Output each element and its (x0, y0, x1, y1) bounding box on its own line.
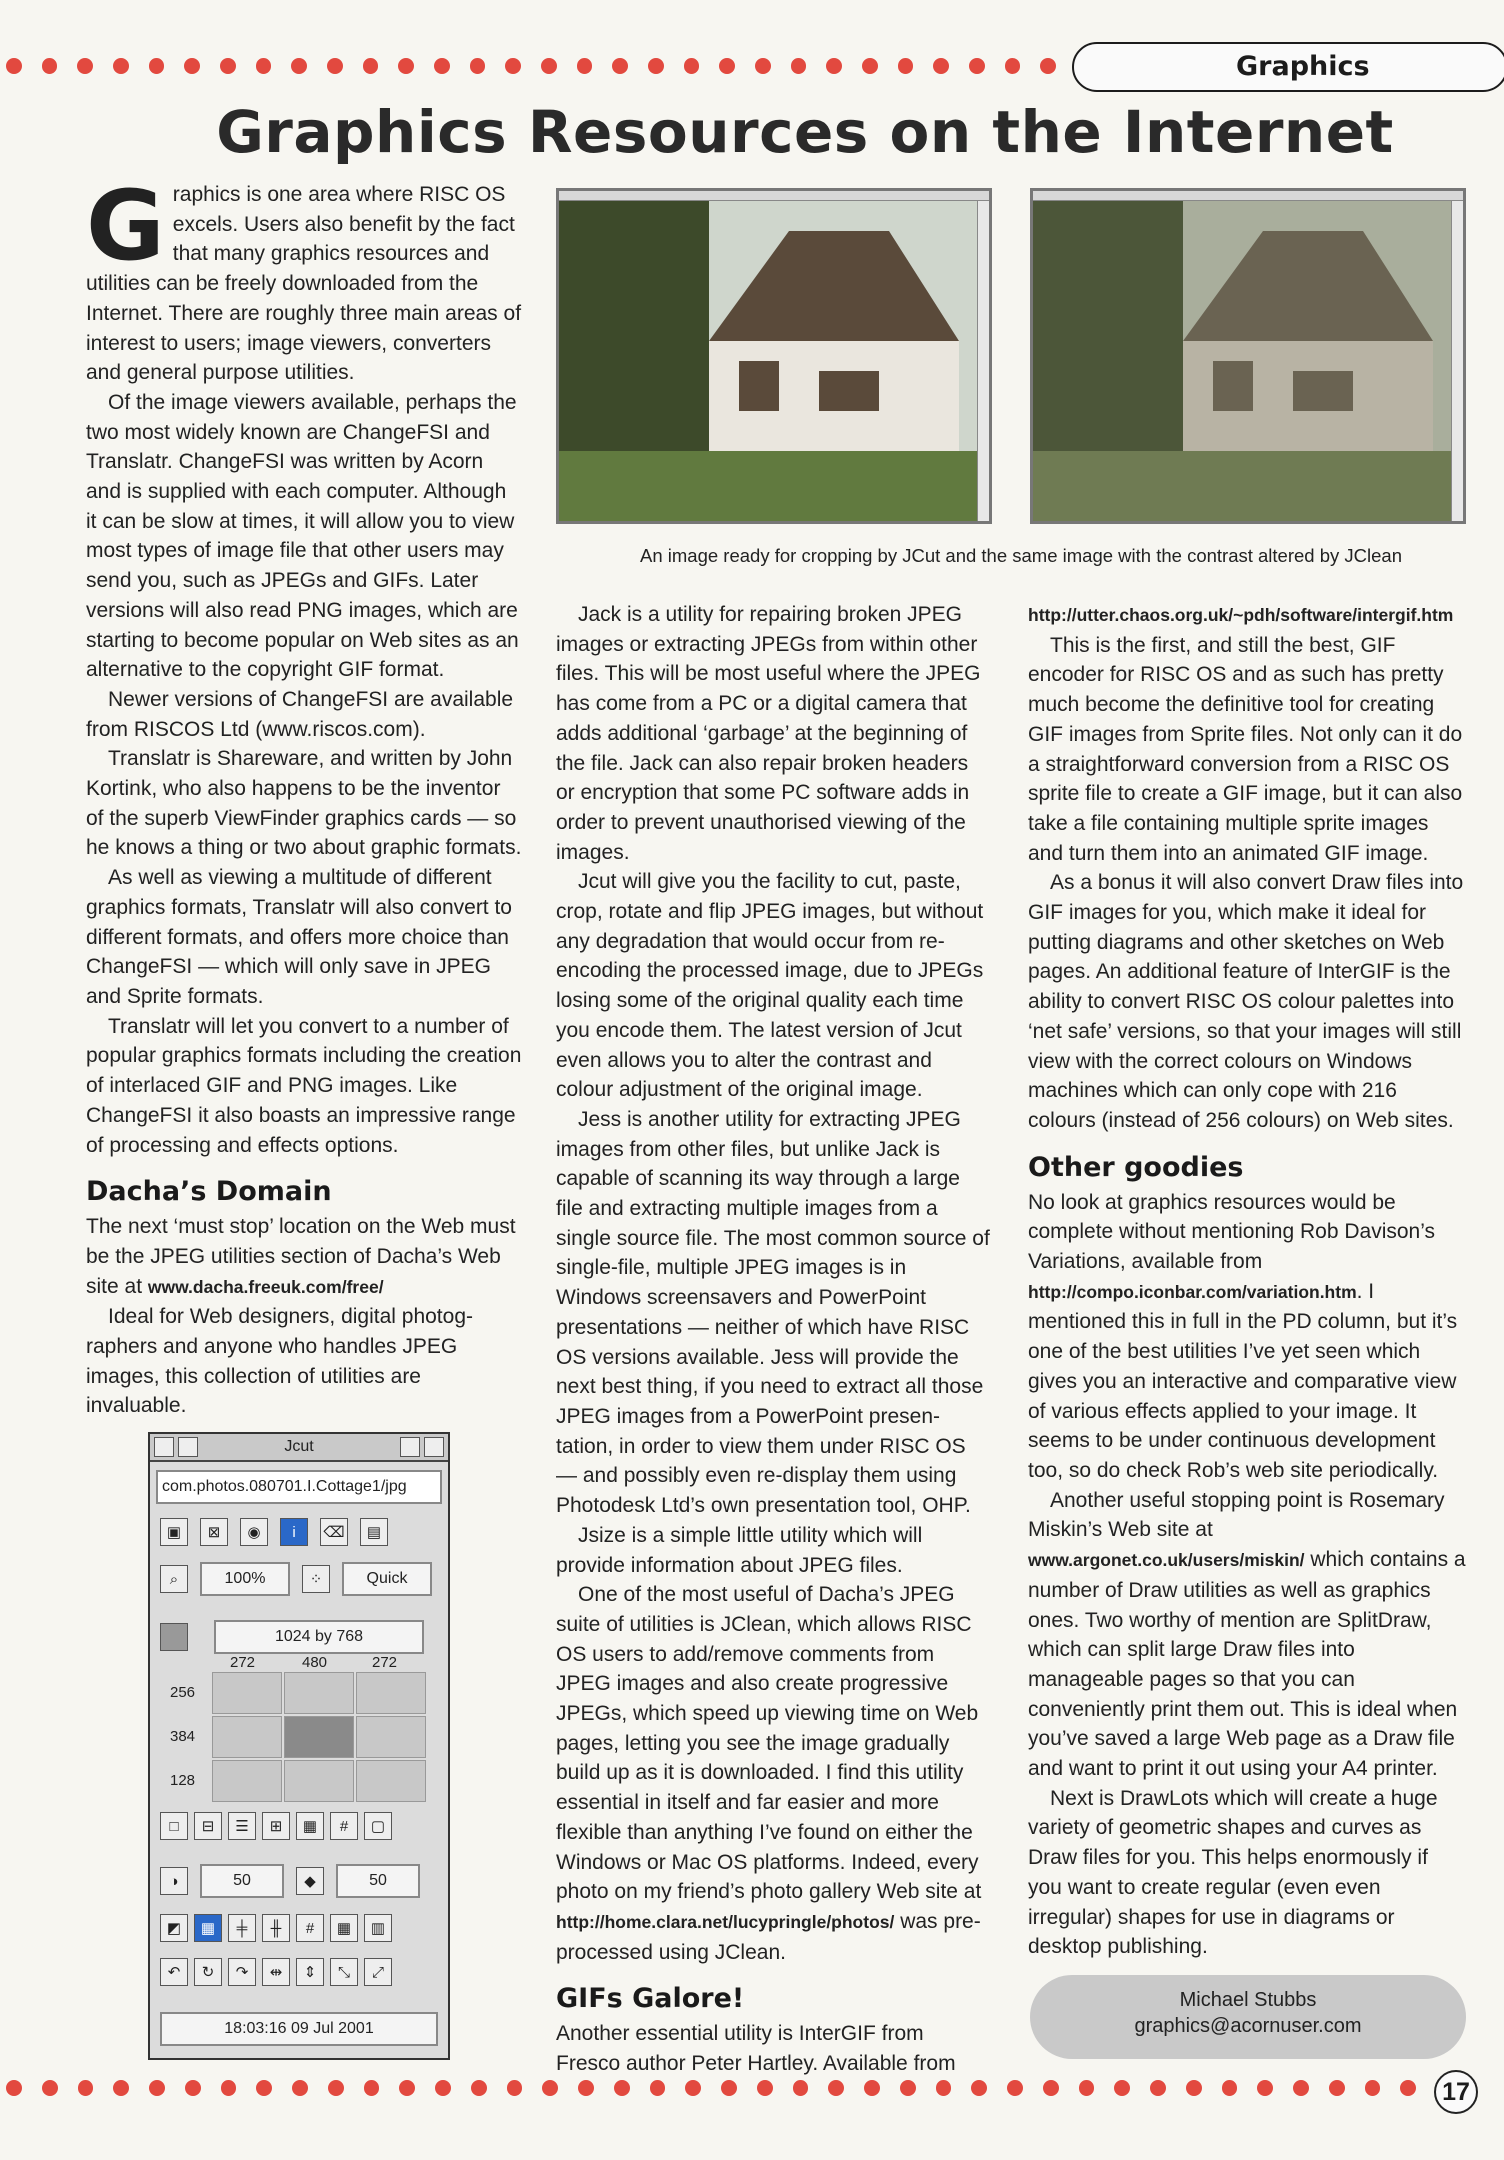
intergif-url[interactable]: http://utter.chaos.org.uk/~pdh/software/intergif.htm (1028, 605, 1454, 625)
rotate-icon[interactable]: ↻ (194, 1958, 222, 1986)
grid-3-icon[interactable]: ☰ (228, 1812, 256, 1840)
zoom-row (160, 1562, 438, 1596)
photo-grass (1033, 451, 1466, 524)
file-path-field[interactable]: com.photos.080701.I.Cottage1/jpg (156, 1470, 442, 1504)
subheading-gifs-galore: GIFs Galore! (556, 1983, 745, 2015)
status-row (160, 2012, 438, 2046)
back-icon[interactable] (154, 1437, 174, 1457)
colour-field[interactable]: 50 (336, 1864, 420, 1898)
crop-row-label: 128 (170, 1772, 196, 1789)
crop-grid[interactable] (212, 1672, 422, 1800)
mode-1-icon[interactable]: ▦ (194, 1914, 222, 1942)
delete-icon[interactable]: ⌫ (320, 1518, 348, 1546)
mode-row (160, 1914, 438, 1942)
scrollbar (1451, 201, 1463, 521)
view-icon[interactable]: ◉ (240, 1518, 268, 1546)
paragraph: Jess is another utility for extracting JPEG images from other files, but unlike Jack is capable of scanning its way through a large file and extracting multiple images from a single source file. The most common source of single-file, multiple JPEG images is in Windows screensavers and PowerPoint presentations — neither of which have RISC OS versions available. Jess will provide the next best thing, if you need to extract all those JPEG images from a PowerPoint presen- tation, in order to view them under RISC OS — and possibly even re-display them using Photodesk Ltd’s own presentation tool, OHP. (556, 1107, 990, 1518)
author-box (1030, 1975, 1466, 2059)
bottom-dotted-rule (6, 2078, 1436, 2098)
cottage-photo-jclean (1030, 188, 1466, 524)
mode-5-icon[interactable]: ▦ (330, 1914, 358, 1942)
crop-cell[interactable] (212, 1760, 282, 1802)
grid-4-icon[interactable]: ⊞ (262, 1812, 290, 1840)
subheading-dachas-domain: Dacha’s Domain (86, 1176, 332, 1208)
paragraph: Of the image viewers available, perhaps the two most widely known are ChangeFSI and Translatr. ChangeFSI was written by Acorn and is supplied with each computer. Although it can be slow at times, it will allow you to view most types of image file that other users may send you, such as JPEGs and GIFs. Later versions will also read PNG images, which are starting to become popular on Web sites as an alternative to the copyright GIF format. (86, 390, 519, 682)
crop-icon[interactable]: ⊠ (200, 1518, 228, 1546)
magnify-icon[interactable]: ⌕ (160, 1565, 188, 1593)
mode-4-icon[interactable]: # (296, 1914, 324, 1942)
mirror-icon[interactable]: ⤡ (330, 1958, 358, 1986)
crop-cell[interactable] (212, 1672, 282, 1714)
intro-paragraph: Graphics is one area where RISC OS excels. Users also benefit by the fact that many graphics resources and utilities can be freely downloaded from the Internet. There are roughly three main areas of interest to users; image viewers, converters and general purpose utilities. (86, 170, 522, 385)
colour-swatch-icon (160, 1623, 188, 1651)
variation-url[interactable]: http://compo.iconbar.com/variation.htm (1028, 1281, 1357, 1302)
close-icon[interactable] (178, 1437, 198, 1457)
contrast-field[interactable]: 50 (200, 1864, 284, 1898)
paragraph: Another essential utility is InterGIF from Fresco author Peter Hartley. Available from (556, 2022, 956, 2076)
crop-column-label: 272 (230, 1654, 256, 1671)
rotate-right-icon[interactable]: ↷ (228, 1958, 256, 1986)
grid-frame-icon[interactable]: ▢ (364, 1812, 392, 1840)
mode-2-icon[interactable]: ╪ (228, 1914, 256, 1942)
cottage-photo-jcut (556, 188, 992, 524)
paragraph: Jcut will give you the facility to cut, paste, crop, rotate and flip JPEG images, but without any degradation that would occur from re- encoding the processed image, due to JPEGs losing some of the original quality each time you encode them. The latest version of Jcut even allows you to alter the contrast and colour adjustment of the original image. (556, 870, 984, 1102)
grid-1-icon[interactable]: □ (160, 1812, 188, 1840)
paragraph: Ideal for Web designers, digital photog- raphers and anyone who handles JPEG images, this collection of utilities are invaluable. (86, 1305, 473, 1418)
crop-cell[interactable] (356, 1716, 426, 1758)
cottage-illustration (1033, 191, 1466, 524)
adjust-row (160, 1864, 438, 1898)
crop-cell[interactable] (212, 1716, 282, 1758)
cottage-illustration (559, 191, 992, 524)
paragraph: Translatr will let you convert to a number of popular graphics formats including the creation of interlaced GIF and PNG images. Like ChangeFSI it also boasts an impressive range of processing and effects options. (86, 1014, 522, 1157)
subheading-other-goodies: Other goodies (1028, 1151, 1244, 1183)
dither-icon[interactable]: ⁘ (302, 1565, 330, 1593)
quality-field[interactable]: Quick (342, 1562, 432, 1596)
paragraph: This is the first, and still the best, GIF encoder for RISC OS and as such has pretty much become the definitive tool for creating GIF images from Sprite files. Not only can it do a straightforward conversion from a RISC OS sprite file to create a GIF image, but it can also take a file containing multiple sprite images and turn them into an animated GIF image. (1028, 633, 1463, 865)
paragraph: Another useful stopping point is Rosemary Miskin’s Web site at www.argonet.co.uk/users/miskin/ which contains a number of Draw utilities as well as graphics ones. Two worthy of mention are SplitDraw, which can split large Draw files into manageable pages so that you can conveniently print them out. This is ideal when you’ve saved a large Web page as a Draw file and want to print it out using your A4 printer. (1028, 1488, 1466, 1781)
drop-cap: G (86, 170, 165, 282)
jcut-window (148, 1432, 450, 2060)
paragraph: The next ‘must stop’ location on the Web must be the JPEG utilities section of Dacha’s Web site at www.dacha.freeuk.com/free/ (86, 1215, 516, 1298)
jcut-title: Jcut (284, 1438, 314, 1455)
crop-column-label: 480 (302, 1654, 328, 1671)
crop-column-label: 272 (372, 1654, 398, 1671)
timestamp-field: 18:03:16 09 Jul 2001 (160, 2012, 438, 2046)
grid-preset-row (160, 1812, 438, 1840)
paragraph: Newer versions of ChangeFSI are available from RISCOS Ltd (www.riscos.com). (86, 687, 514, 741)
export-icon[interactable]: ▤ (360, 1518, 388, 1546)
photo-window (739, 361, 779, 411)
transform-row (160, 1958, 438, 1986)
colour-cube-icon[interactable]: ◆ (296, 1867, 324, 1895)
toolbar-row (160, 1518, 438, 1546)
crop-row-label: 256 (170, 1684, 196, 1701)
author-email[interactable]: graphics@acornuser.com (1134, 2015, 1362, 2037)
gradient-icon[interactable]: ◩ (160, 1914, 188, 1942)
scrollbar (977, 201, 989, 521)
top-dotted-rule (6, 56, 1076, 76)
window-frame (559, 191, 989, 201)
paragraph: Next is DrawLots which will create a huge variety of geometric shapes and curves as Draw files for you. This helps enormously if you want to create regular (even even irregular) shapes for use in diagrams or desktop publishing. (1028, 1786, 1438, 1959)
photo-window (1293, 371, 1353, 411)
crop-cell[interactable] (284, 1672, 354, 1714)
column-2 (556, 600, 992, 2079)
toggle-size-icon[interactable] (424, 1437, 444, 1457)
size-row (160, 1620, 438, 1654)
grid-2-icon[interactable]: ⊟ (194, 1812, 222, 1840)
paragraph: One of the most useful of Dacha’s JPEG suite of utilities is JClean, which allows RISC OS users to add/remove comments from JPEG images and also create progressive JPEGs, which speed up viewing time on Web pages, letting you see the image gradually build up as it is downloaded. I find this utility essential in itself and far easier and more flexible than anything I’ve found on either the Windows or Mac OS platforms. Indeed, every photo on my friend’s photo gallery Web site at http://home.clara.net/lucypringle/photos/ was pre- processed using JClean. (556, 1583, 982, 1964)
column-1 (86, 170, 522, 1421)
page-number: 17 (1434, 2070, 1478, 2114)
window-frame (1033, 191, 1463, 201)
crop-row-label: 384 (170, 1728, 196, 1745)
photo-grass (559, 451, 992, 524)
flip-vertical-icon[interactable]: ⇕ (296, 1958, 324, 1986)
contrast-icon[interactable]: ◑ (160, 1867, 188, 1895)
mirror-alt-icon[interactable]: ⤢ (364, 1958, 392, 1986)
photo-window (1213, 361, 1253, 411)
iconise-icon[interactable] (400, 1437, 420, 1457)
grid-6-icon[interactable]: ▦ (296, 1812, 324, 1840)
paragraph: Jsize is a simple little utility which will provide information about JPEG files. (556, 1523, 923, 1577)
zoom-field[interactable]: 100% (200, 1562, 290, 1596)
paragraph: As well as viewing a multitude of different graphics formats, Translatr will also convert to different formats, and offers more choice than ChangeFSI — which will only save in JPEG and Sprite formats. (86, 866, 512, 1008)
paragraph: As a bonus it will also convert Draw files into GIF images for you, which make it ideal for putting diagrams and other sketches on Web pages. An additional feature of InterGIF is the ability to convert RISC OS colour palettes into ‘net safe’ versions, so that your images will still view with the correct colours on Windows machines which can only cope with 216 colours (instead of 256 colours) on Web sites. (1028, 871, 1464, 1132)
photo-window (819, 371, 879, 411)
grid-9-icon[interactable]: # (330, 1812, 358, 1840)
flip-horizontal-icon[interactable]: ⇹ (262, 1958, 290, 1986)
mode-6-icon[interactable]: ▥ (364, 1914, 392, 1942)
image-size-field: 1024 by 768 (214, 1620, 424, 1654)
save-icon[interactable]: ▣ (160, 1518, 188, 1546)
paragraph: Jack is a utility for repairing broken JPEG images or extracting JPEGs from within other files. This will be most useful where the JPEG has come from a PC or a digital camera that adds additional ‘garbage’ at the beginning of the file. Jack can also repair broken headers or encryption that some PC software adds in order to prevent unauthorised viewing of the images. (556, 603, 981, 864)
crop-cell[interactable] (356, 1760, 426, 1802)
paragraph: Translatr is Shareware, and written by John Kortink, who also happens to be the inventor of the superb ViewFinder graphics cards — so he knows a thing or two about graphic formats. (86, 747, 522, 860)
section-tab (1072, 42, 1504, 92)
info-icon[interactable]: i (280, 1518, 308, 1546)
crop-cell[interactable] (356, 1672, 426, 1714)
paragraph: No look at graphics resources would be complete without mentioning Rob Davison’s Variations, available from http://compo.iconbar.com/variation.htm. I mentioned this in full in the PD column, but it’s one of the best utilities I’ve yet seen which gives you an interactive and comparative view of various effects applied to your image. It seems to be under continuous development too, so do check Rob’s web site periodically. (1028, 1190, 1458, 1482)
author-name: Michael Stubbs (1179, 1989, 1317, 2011)
mode-3-icon[interactable]: ╫ (262, 1914, 290, 1942)
paragraph (1028, 600, 1466, 631)
miskin-url[interactable]: www.argonet.co.uk/users/miskin/ (1028, 1550, 1305, 1571)
crop-cell[interactable] (284, 1760, 354, 1802)
gallery-url[interactable]: http://home.clara.net/lucypringle/photos/ (556, 1911, 895, 1932)
photo-caption: An image ready for cropping by JCut and the same image with the contrast altered by JClean (640, 545, 1402, 566)
crop-cell-selected[interactable] (284, 1716, 354, 1758)
section-label: Graphics (1236, 51, 1370, 82)
column-3 (1028, 600, 1466, 1962)
dacha-url[interactable]: www.dacha.freeuk.com/free/ (147, 1276, 384, 1297)
rotate-left-icon[interactable]: ↶ (160, 1958, 188, 1986)
headline: Graphics Resources on the Internet (216, 98, 1394, 166)
jcut-title-bar[interactable] (150, 1434, 448, 1462)
